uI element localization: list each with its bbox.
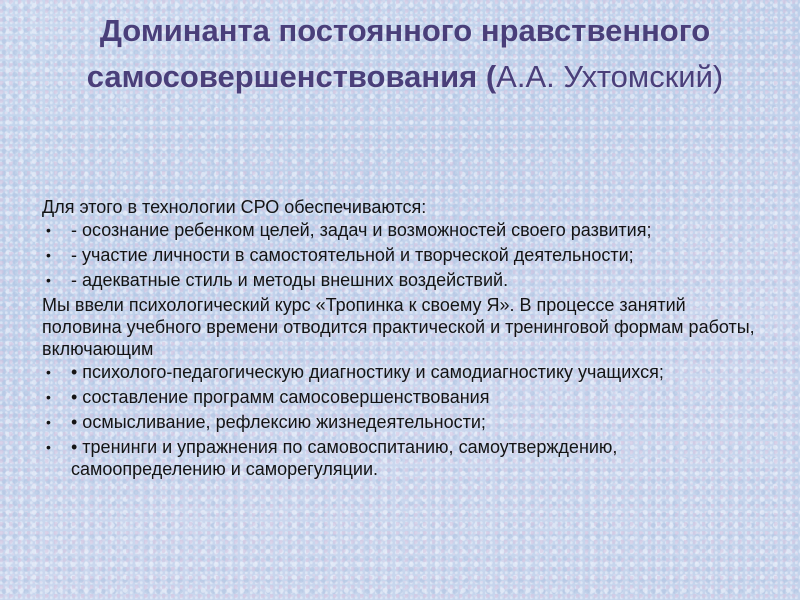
course-paragraph: Мы ввели психологический курс «Тропинка к своему Я». В процессе занятий половина учебного времени отводится практической и тренинговой формам работы, включающим [42, 295, 755, 359]
bullet-icon: • [46, 389, 51, 405]
list-item-text: - осознание ребенком целей, задач и возможностей своего развития; [71, 220, 652, 240]
list-item-text: • составление программ самосовершенствования [71, 387, 490, 407]
list-item [42, 269, 762, 291]
list-item [42, 244, 762, 266]
list-item-text: - участие личности в самостоятельной и творческой деятельности; [71, 245, 634, 265]
list-item [42, 436, 762, 480]
slide-title-bold: Доминанта постоянного нравственного самосовершенствования ( [86, 13, 711, 94]
bullet-icon: • [46, 247, 51, 263]
bullet-icon: • [46, 439, 51, 455]
bullet-icon: • [46, 272, 51, 288]
slide-title-author: А.А. Ухтомский) [496, 59, 724, 94]
bullet-icon: • [46, 414, 51, 430]
list-item [42, 361, 762, 383]
list-item-text: • тренинги и упражнения по самовоспитанию, самоутверждению, самоопределению и саморегуляции. [71, 437, 618, 479]
list-item-text: • психолого-педагогическую диагностику и самодиагностику учащихся; [71, 362, 664, 382]
slide-body [42, 196, 762, 483]
list-item [42, 219, 762, 241]
intro-text: Для этого в технологии СРО обеспечиваются: [42, 197, 427, 217]
list-item [42, 386, 762, 408]
provisions-list [42, 219, 762, 291]
list-item-text: • осмысливание, рефлексию жизнедеятельности; [71, 412, 486, 432]
list-item [42, 411, 762, 433]
list-item-text: - адекватные стиль и методы внешних воздействий. [71, 270, 509, 290]
activities-list [42, 361, 762, 480]
bullet-icon: • [46, 364, 51, 380]
slide-title [60, 8, 750, 100]
bullet-icon: • [46, 222, 51, 238]
